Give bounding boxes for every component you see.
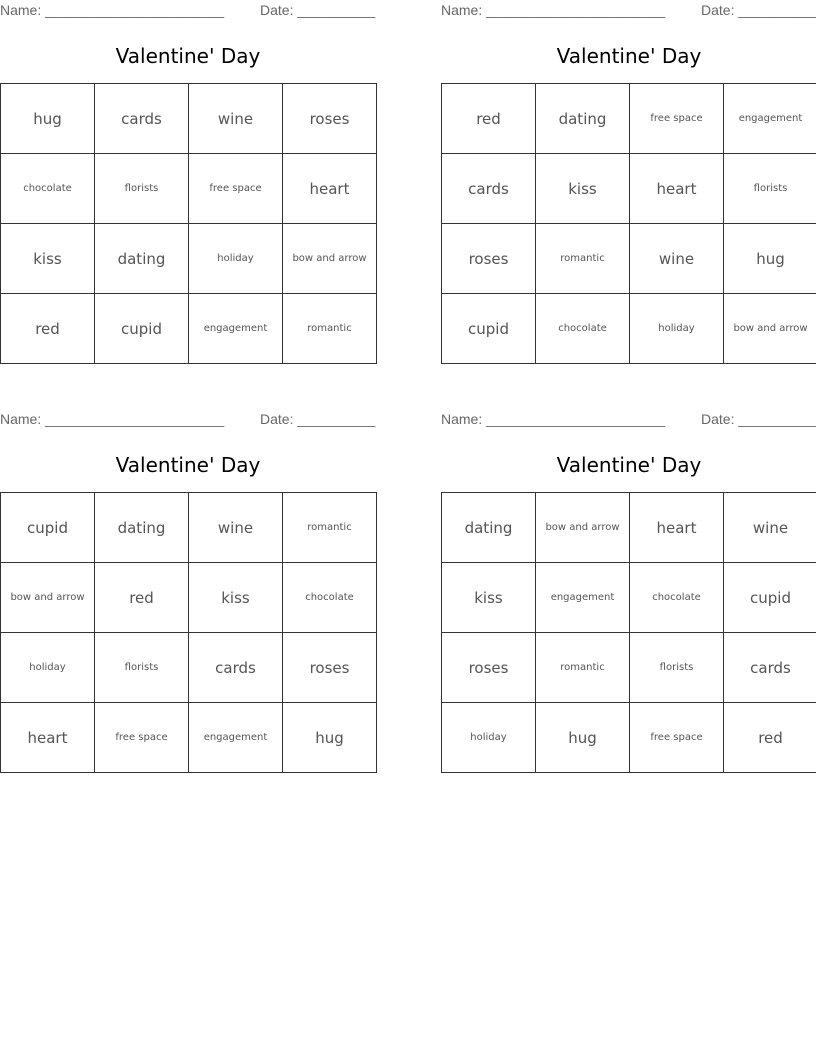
bingo-cell: romantic	[536, 224, 630, 294]
bingo-cell: holiday	[442, 703, 536, 773]
grid-row	[442, 154, 816, 224]
grid-row	[442, 633, 816, 703]
grid-row	[1, 154, 377, 224]
bingo-cell: red	[95, 563, 189, 633]
bingo-grid	[0, 83, 377, 364]
bingo-cell: hug	[724, 224, 816, 294]
bingo-cell: free space	[95, 703, 189, 773]
bingo-cell: romantic	[283, 294, 377, 364]
bingo-cell: hug	[283, 703, 377, 773]
bingo-cell: roses	[442, 633, 536, 703]
bingo-cell: kiss	[442, 563, 536, 633]
bingo-grid	[0, 492, 377, 773]
bingo-cell: holiday	[630, 294, 724, 364]
bingo-grid	[441, 492, 816, 773]
date-field: Date: __________	[701, 411, 816, 427]
grid-row	[1, 84, 377, 154]
date-field: Date: __________	[701, 2, 816, 18]
bingo-cell: florists	[630, 633, 724, 703]
bingo-cell: cards	[189, 633, 283, 703]
card-title: Valentine' Day	[115, 44, 261, 68]
grid-row	[1, 294, 377, 364]
bingo-cell: chocolate	[630, 563, 724, 633]
grid-row	[1, 493, 377, 563]
bingo-cell: heart	[1, 703, 95, 773]
grid-row	[442, 84, 816, 154]
bingo-cell: chocolate	[283, 563, 377, 633]
name-field: Name: _______________________	[441, 411, 666, 427]
bingo-cell: dating	[95, 493, 189, 563]
card-header	[0, 409, 376, 429]
bingo-cell: dating	[95, 224, 189, 294]
bingo-cell: red	[724, 703, 816, 773]
bingo-cell: holiday	[189, 224, 283, 294]
bingo-cell: engagement	[189, 294, 283, 364]
card-header	[441, 409, 816, 429]
date-field: Date: __________	[260, 2, 376, 18]
bingo-cell: free space	[630, 84, 724, 154]
date-field: Date: __________	[260, 411, 376, 427]
bingo-cell: engagement	[189, 703, 283, 773]
bingo-cell: red	[442, 84, 536, 154]
grid-row	[442, 703, 816, 773]
grid-row	[442, 224, 816, 294]
bingo-cell: cards	[724, 633, 816, 703]
bingo-cell: cupid	[442, 294, 536, 364]
name-field: Name: _______________________	[441, 2, 666, 18]
bingo-cell: kiss	[189, 563, 283, 633]
bingo-cell: bow and arrow	[536, 493, 630, 563]
grid-row	[442, 563, 816, 633]
bingo-cell: wine	[724, 493, 816, 563]
bingo-cell: hug	[1, 84, 95, 154]
name-field: Name: _______________________	[0, 411, 225, 427]
bingo-cell: romantic	[536, 633, 630, 703]
bingo-card-1	[0, 0, 376, 365]
grid-row	[1, 224, 377, 294]
bingo-cell: engagement	[724, 84, 816, 154]
bingo-cell: romantic	[283, 493, 377, 563]
bingo-cell: bow and arrow	[724, 294, 816, 364]
bingo-cell: wine	[630, 224, 724, 294]
bingo-cell: cupid	[1, 493, 95, 563]
bingo-cell: roses	[283, 633, 377, 703]
name-field: Name: _______________________	[0, 2, 225, 18]
bingo-cell: holiday	[1, 633, 95, 703]
bingo-cell: cupid	[95, 294, 189, 364]
bingo-card-4	[441, 409, 816, 774]
bingo-cell: heart	[283, 154, 377, 224]
bingo-cell: heart	[630, 154, 724, 224]
bingo-cell: free space	[630, 703, 724, 773]
bingo-cell: dating	[536, 84, 630, 154]
bingo-cell: florists	[95, 633, 189, 703]
bingo-cell: bow and arrow	[1, 563, 95, 633]
bingo-grid	[441, 83, 816, 364]
bingo-cell: wine	[189, 493, 283, 563]
bingo-cell: dating	[442, 493, 536, 563]
bingo-cell: roses	[442, 224, 536, 294]
bingo-cell: roses	[283, 84, 377, 154]
grid-row	[442, 493, 816, 563]
bingo-cell: chocolate	[536, 294, 630, 364]
bingo-cell: florists	[724, 154, 816, 224]
card-title: Valentine' Day	[556, 453, 702, 477]
bingo-card-2	[441, 0, 816, 365]
grid-row	[442, 294, 816, 364]
bingo-cell: kiss	[536, 154, 630, 224]
grid-row	[1, 563, 377, 633]
bingo-cell: florists	[95, 154, 189, 224]
bingo-cell: free space	[189, 154, 283, 224]
bingo-cell: heart	[630, 493, 724, 563]
card-header	[0, 0, 376, 20]
bingo-cell: chocolate	[1, 154, 95, 224]
card-header	[441, 0, 816, 20]
bingo-cell: cards	[95, 84, 189, 154]
bingo-cell: cupid	[724, 563, 816, 633]
bingo-cell: engagement	[536, 563, 630, 633]
grid-row	[1, 633, 377, 703]
card-title: Valentine' Day	[115, 453, 261, 477]
bingo-cell: hug	[536, 703, 630, 773]
bingo-cell: kiss	[1, 224, 95, 294]
bingo-cell: bow and arrow	[283, 224, 377, 294]
grid-row	[1, 703, 377, 773]
card-title: Valentine' Day	[556, 44, 702, 68]
bingo-card-3	[0, 409, 376, 774]
bingo-cell: cards	[442, 154, 536, 224]
bingo-cell: red	[1, 294, 95, 364]
bingo-cell: wine	[189, 84, 283, 154]
